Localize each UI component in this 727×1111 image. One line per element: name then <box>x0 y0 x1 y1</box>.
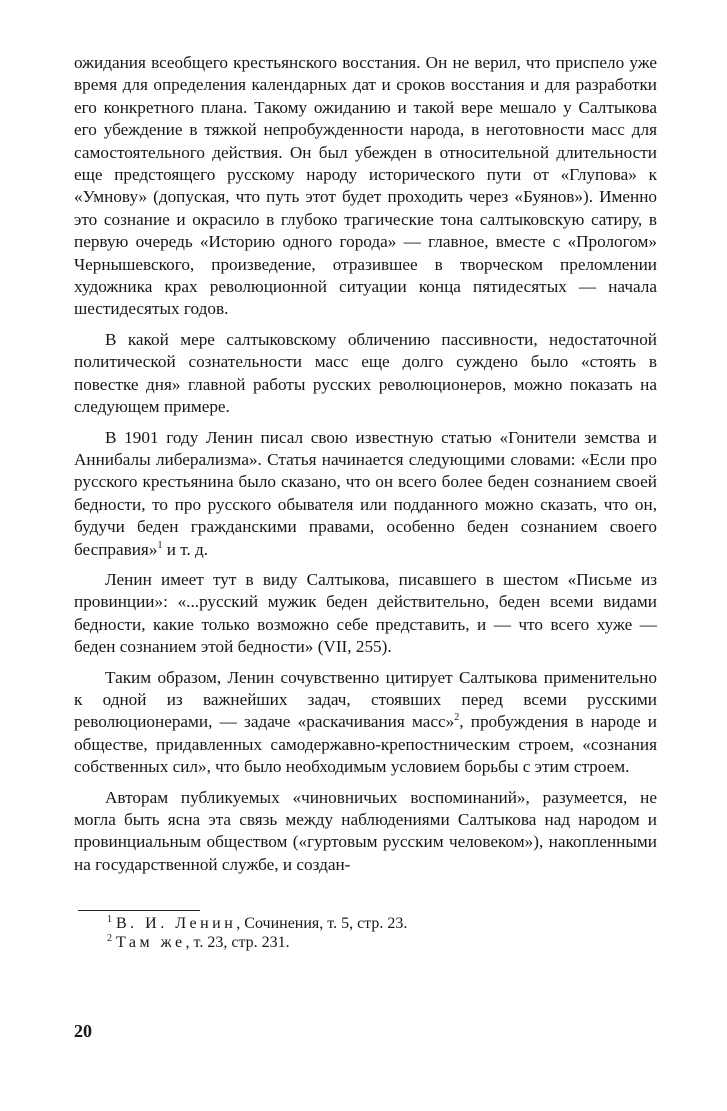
footnote-ref-2: 2 <box>454 712 460 724</box>
paragraph-3: В 1901 году Ленин писал свою известную статью «Гонители земства и Аннибалы либерализма». Статья начинается следующими словами: «Если про русского крестьянина было сказано, что он всего более беден сознанием своей бедности, то про русского обывателя или подданного можно сказать, что он, будучи беден гражданскими правами, особенно беден сознанием своего бесправия»$^1$ и т. д. <box>74 427 657 559</box>
footnote-divider <box>78 910 200 911</box>
footnote-author: Там же <box>116 934 186 952</box>
footnote-ref-1: 1 <box>157 539 163 551</box>
page-number: 20 <box>74 1021 92 1041</box>
page-body <box>74 52 657 952</box>
paragraph-5: Таким образом, Ленин сочувственно цитирует Салтыкова применительно к одной из важнейших задач, стоявших перед всеми русскими революционерами, — задаче «раскачивания масс»$^2$, пробуждения в народе и обществе, придавленных самодержавно-крепостническим строем, «сознания собственных сил», что было необходимым условием борьбы с этим строем. <box>74 667 657 777</box>
paragraph-4: Ленин имеет тут в виду Салтыкова, писавшего в шестом «Письме из провинции»: «...русский мужик беден действительно, беден всеми видами бедности, какие только возможно себе представить, и — что всего хуже — беден сознанием этой бедности» (VII, 255). <box>74 569 657 657</box>
paragraph-2: В какой мере салтыковскому обличению пассивности, недостаточной политической сознательности масс еще долго суждено было «стоять в повестке дня» главной работы русских революционеров, можно показать на следующем примере. <box>74 329 657 417</box>
paragraph-6: Авторам публикуемых «чиновничьих воспоминаний», разумеется, не могла быть ясна эта связь между наблюдениями Салтыкова над народом и провинциальным обществом («гуртовым русским человеком»), накопленными на государственной службе, и создан- <box>74 787 657 874</box>
footnote-author: В. И. Ленин <box>116 915 237 933</box>
paragraph-1: ожидания всеобщего крестьянского восстания. Он не верил, что приспело уже время для определения календарных дат и сроков восстания и для разработки его конкретного плана. Такому ожиданию и такой вере мешало у Салтыкова его убеждение в тяжкой непробужденности народа, в неготовности масс для самостоятельного действия. Он был убежден в относительной длительности еще предстоящего русскому народу исторического пути от «Глупова» к «Умнову» (допуская, что путь этот будет проходить через «Буянов»). Именно это сознание и окрасило в глубоко трагические тона салтыковскую сатиру, в первую очередь «Историю одного города» — главное, вместе с «Прологом» Чернышевского, произведение, отразившее в творческом преломлении художника крах революционной ситуации конца пятидесятых — начала шестидесятых годов. <box>74 53 657 319</box>
footnote-1: $^1$ В. И. Ленин, Сочинения, т. 5, стр. 23. <box>107 914 408 933</box>
footnote-2: $^2$ Там же, т. 23, стр. 231. <box>107 933 290 952</box>
